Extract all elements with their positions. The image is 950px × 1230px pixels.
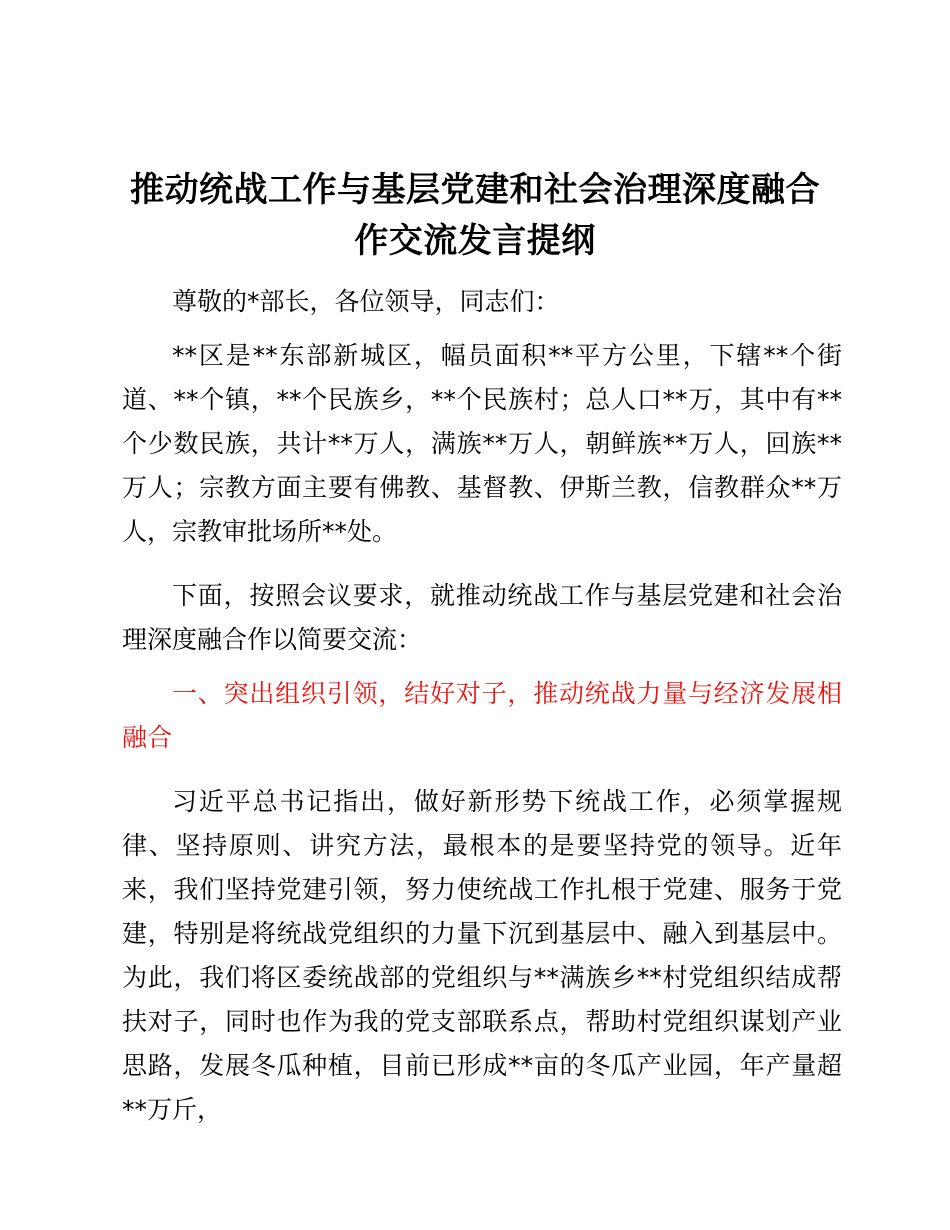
document-title-line1: 推动统战工作与基层党建和社会治理深度融合 [130,170,820,210]
document-title-line2: 作交流发言提纲 [354,221,596,261]
section1-body: 习近平总书记指出，做好新形势下统战工作，必须掌握规律、坚持原则、讲究方法，最根本的是要坚持党的领导。近年来，我们坚持党建引领，努力使统战工作扎根于党建、服务于党建，特别是将统战党组织的力量下沉到基层中、融入到基层中。为此，我们将区委统战部的党组织与**满族乡**村党组织结成帮扶对子，同时也作为我的党支部联系点，帮助村党组织谋划产业思路，发展冬瓜种植，目前已形成**亩的冬瓜产业园，年产量超**万斤， [122,787,842,1124]
intro-paragraph: **区是**东部新城区，幅员面积**平方公里，下辖**个街道、**个镇，**个民族乡，**个民族村；总人口**万，其中有**个少数民族，共计**万人，满族**万人，朝鲜族**万人，回族**万人；宗教方面主要有佛教、基督教、伊斯兰教，信教群众**万人，宗教审批场所**处。 [122,341,842,546]
document-body [122,280,842,1132]
salutation: 尊敬的*部长，各位领导，同志们： [172,287,560,316]
transition-paragraph: 下面，按照会议要求，就推动统战工作与基层党建和社会治理深度融合作以简要交流： [122,581,842,654]
section1-heading: 一、突出组织引领，结好对子，推动统战力量与经济发展相融合 [122,679,842,752]
